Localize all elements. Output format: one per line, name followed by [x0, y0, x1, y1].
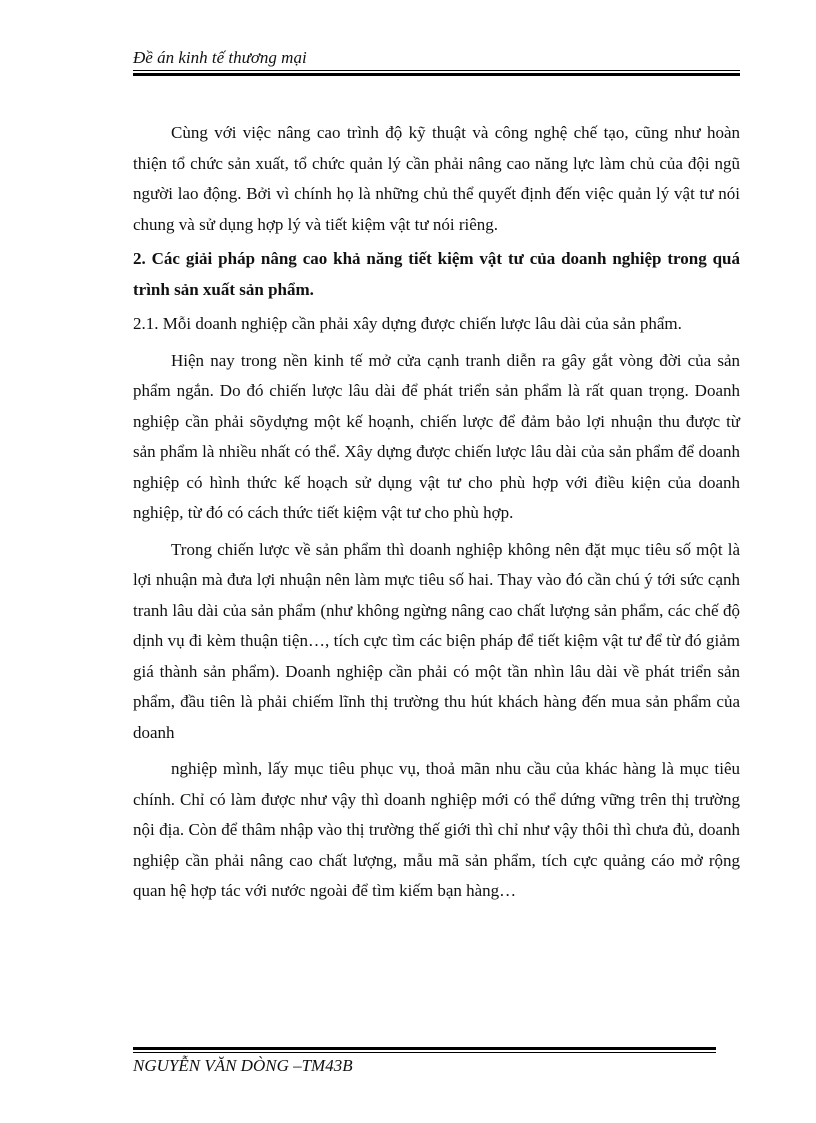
paragraph-1: Cùng với việc nâng cao trình độ kỹ thuật và công nghệ chế tạo, cũng như hoàn thiện tổ chức sản xuất, tổ chức quản lý cần phải nâng cao năng lực làm chủ của đội ngũ người lao động. Bởi vì chính họ là những chủ thể quyết định đến việc quản lý vật tư nói chung và sử dụng hợp lý và tiết kiệm vật tư nói riêng. — [133, 123, 740, 234]
paragraph-2: Hiện nay trong nền kinh tế mở cửa cạnh tranh diễn ra gây gắt vòng đời của sản phẩm ngắn. Do đó chiến lược lâu dài để phát triển sản phẩm là rất quan trọng. Doanh nghiệp cần phải sõydựng một kế hoạnh, chiến lược để đảm bảo lợi nhuận thu được từ sản phẩm là nhiều nhất có thể. Xây dựng được chiến lược lâu dài của sản phẩm để doanh nghiệp có hình thức kế hoạch sử dụng vật tư cho phù hợp với điều kiện của doanh nghiệp, từ đó có cách thức tiết kiệm vật tư cho phù hợp. — [133, 350, 740, 522]
section-heading-2: 2. Các giải pháp nâng cao khả năng tiết kiệm vật tư của doanh nghiệp trong quá trình sản xuất sản phẩm. — [133, 249, 740, 299]
subsection-heading-2-1: 2.1. Mỗi doanh nghiệp cần phải xây dựng được chiến lược lâu dài của sản phẩm. — [133, 314, 682, 333]
page-header-title: Đề án kinh tế thương mại — [133, 48, 307, 67]
header-rule-thin — [133, 70, 740, 71]
document-body — [133, 118, 740, 907]
header-rule-thick — [133, 73, 740, 76]
paragraph-3: Trong chiến lược về sản phẩm thì doanh nghiệp không nên đặt mục tiêu số một là lợi nhuận mà đưa lợi nhuận nên làm mực tiêu số hai. Thay vào đó cần chú ý tới sức cạnh tranh lâu dài của sản phẩm (như không ngừng nâng cao chất lượng sản phẩm, các chế độ dịnh vụ đi kèm thuận tiện…, tích cực tìm các biện pháp để tiết kiệm vật tư để từ đó giảm giá thành sản phẩm). Doanh nghiệp cần phải có một tần nhìn lâu dài về phát triển sản phẩm, đầu tiên là phải chiếm lĩnh thị trường thu hút khách hàng đến mua sản phẩm của doanh — [133, 539, 740, 742]
footer-rule-thin — [133, 1052, 716, 1053]
paragraph-4: nghiệp mình, lấy mục tiêu phục vụ, thoả mãn nhu cầu của khác hàng là mục tiêu chính. Chỉ có làm được như vậy thì doanh nghiệp mới có thể dứng vững trên thị trường nội địa. Còn để thâm nhập vào thị trường thế giới thì chỉ như vậy thôi thì chưa đủ, doanh nghiệp cần phải nâng cao chất lượng, mẫu mã sản phẩm, tích cực quảng cáo mở rộng quan hệ hợp tác với nước ngoài để tìm kiếm bạn hàng… — [133, 759, 740, 900]
footer-author: NGUYỄN VĂN DÒNG –TM43B — [133, 1056, 353, 1075]
footer-rule-thick — [133, 1047, 716, 1050]
